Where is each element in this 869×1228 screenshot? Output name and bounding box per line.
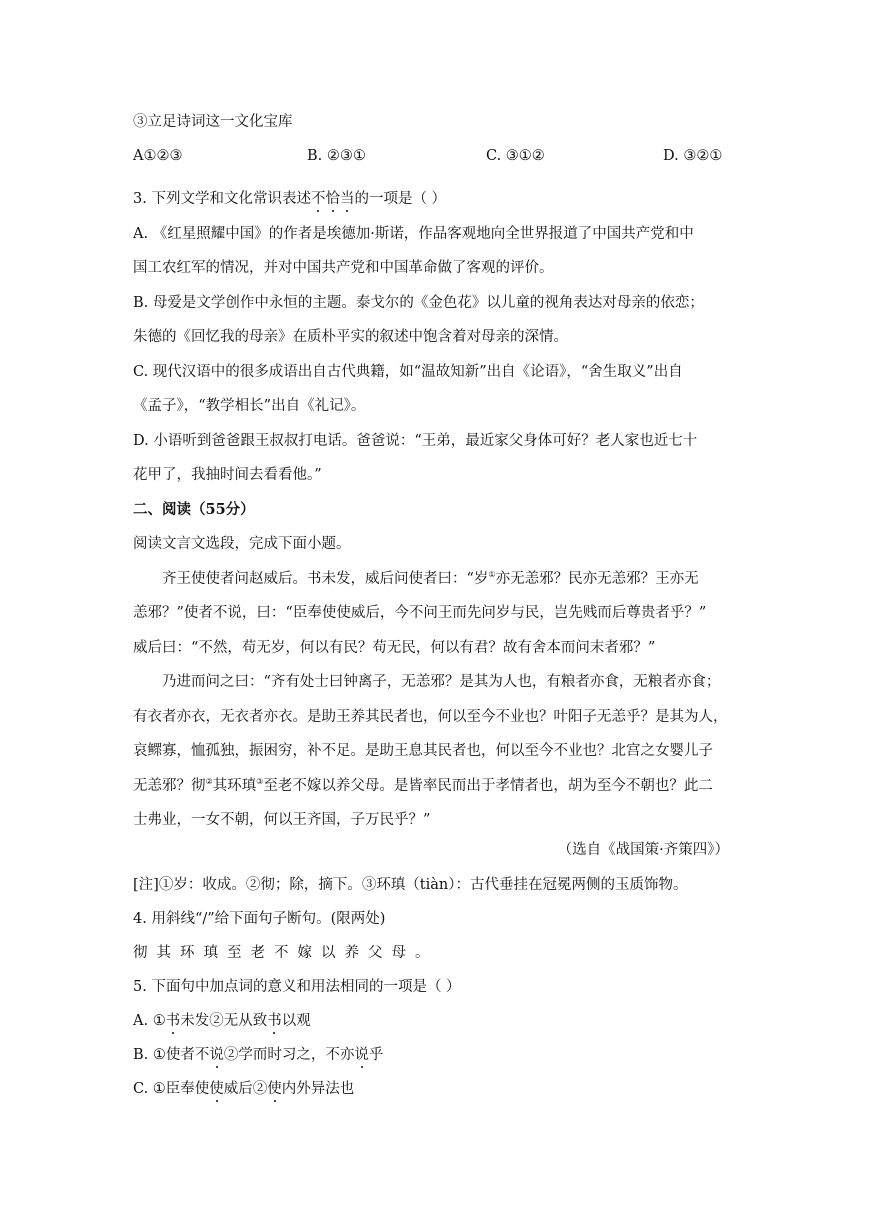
q3-prompt: 3. 下列文学和文化常识表述不恰当的一项是（ ）: [133, 191, 447, 207]
passage-line: 齐王使使者问赵威后。书未发，威后问使者曰：“岁①亦无恙邪？民亦无恙邪？王亦无: [162, 570, 699, 587]
q4-sentence: 彻其环瑱至老不嫁以养父母。: [133, 945, 439, 961]
passage-line: 士弗业，一女不朝，何以王齐国，子万民乎？”: [133, 812, 431, 828]
dotted-word: 书: [267, 1013, 282, 1029]
dotted-word: 使: [209, 1081, 224, 1097]
q3-option-c-line2: 《孟子》，“教学相长”出自《礼记》。: [133, 398, 366, 414]
footnote-marker: ②: [205, 777, 213, 787]
q3-dotted-char: 当: [339, 191, 355, 207]
passage-line: 无恙邪？彻②其环瑱③至老不嫁以养父母。是皆率民而出于孝情者也，胡为至今不朝也？此二: [133, 777, 713, 794]
section-heading: 二、阅读（55分）: [133, 501, 255, 518]
dotted-word: 使: [267, 1081, 282, 1097]
footnote-marker: ①: [488, 570, 496, 580]
q2-option-a: A①②③: [133, 148, 183, 164]
q3-dotted-char: 不: [310, 191, 326, 207]
q3-option-c-line1: C. 现代汉语中的很多成语出自古代典籍，如“温故知新”出自《论语》，“舍生取义”出自: [133, 364, 683, 380]
passage-line: 威后曰：“不然，苟无岁，何以有民？苟无民，何以有君？故有舍本而问末者邪？”: [133, 640, 656, 656]
dotted-word: 说: [354, 1047, 369, 1063]
passage-source: （选自《战国策·齐策四》）: [557, 842, 729, 858]
q2-item-3: ③立足诗词这一文化宝库: [133, 114, 293, 130]
q2-option-b: B. ②③①: [307, 148, 366, 164]
q2-option-d: D. ③②①: [663, 148, 723, 164]
passage-line: 哀鳏寡，恤孤独，振困穷，补不足。是助王息其民者也，何以至今不业也？北宫之女婴儿子: [133, 743, 713, 759]
q3-option-b-line1: B. 母爱是文学创作中永恒的主题。泰戈尔的《金色花》以儿童的视角表达对母亲的依恋；: [133, 295, 704, 311]
q3-option-d-line1: D. 小语听到爸爸跟王叔叔打电话。爸爸说：“王弟，最近家父身体可好？老人家也近七十: [133, 433, 698, 449]
q5-option-c: C. ①臣奉使使威后②使内外异法也: [133, 1081, 355, 1097]
q3-option-a-line2: 国工农红军的情况，并对中国共产党和中国革命做了客观的评价。: [133, 260, 554, 276]
passage-line: 恙邪？”使者不说，曰：“臣奉使使威后，今不问王而先问岁与民，岂先贱而后尊贵者乎？”: [133, 605, 707, 621]
q2-option-c: C. ③①②: [486, 148, 545, 164]
q4-prompt: 4. 用斜线“/”给下面句子断句。(限两处): [133, 911, 386, 927]
q5-option-b: B. ①使者不说②学而时习之，不亦说乎: [133, 1047, 384, 1063]
footnotes: [注]①岁：收成。②彻；除，摘下。③环瑱（tiàn）：古代垂挂在冠冕两侧的玉质饰物。: [133, 877, 688, 893]
q5-prompt: 5. 下面句中加点词的意义和用法相同的一项是（ ）: [133, 979, 461, 995]
q3-option-d-line2: 花甲了，我抽时间去看看他。”: [133, 467, 322, 483]
passage-line: 有衣者亦衣，无衣者亦衣。是助王养其民者也，何以至今不业也？叶阳子无恙乎？是其为人，: [133, 709, 728, 725]
q3-option-b-line2: 朱德的《回忆我的母亲》在质朴平实的叙述中饱含着对母亲的深情。: [133, 329, 568, 345]
q5-option-a: A. ①书未发②无从致书以观: [133, 1013, 311, 1029]
passage-line: 乃进而问之曰：“齐有处士曰钟离子，无恙邪？是其为人也，有粮者亦食，无粮者亦食；: [162, 674, 721, 690]
q3-option-a-line1: A. 《红星照耀中国》的作者是埃德加·斯诺，作品客观地向全世界报道了中国共产党和中: [133, 226, 694, 242]
footnote-marker: ③: [256, 777, 264, 787]
dotted-word: 说: [209, 1047, 224, 1063]
q3-dotted-char: 恰: [325, 191, 340, 207]
dotted-word: 书: [165, 1013, 181, 1029]
reading-instructions: 阅读文言文选段，完成下面小题。: [133, 536, 351, 552]
